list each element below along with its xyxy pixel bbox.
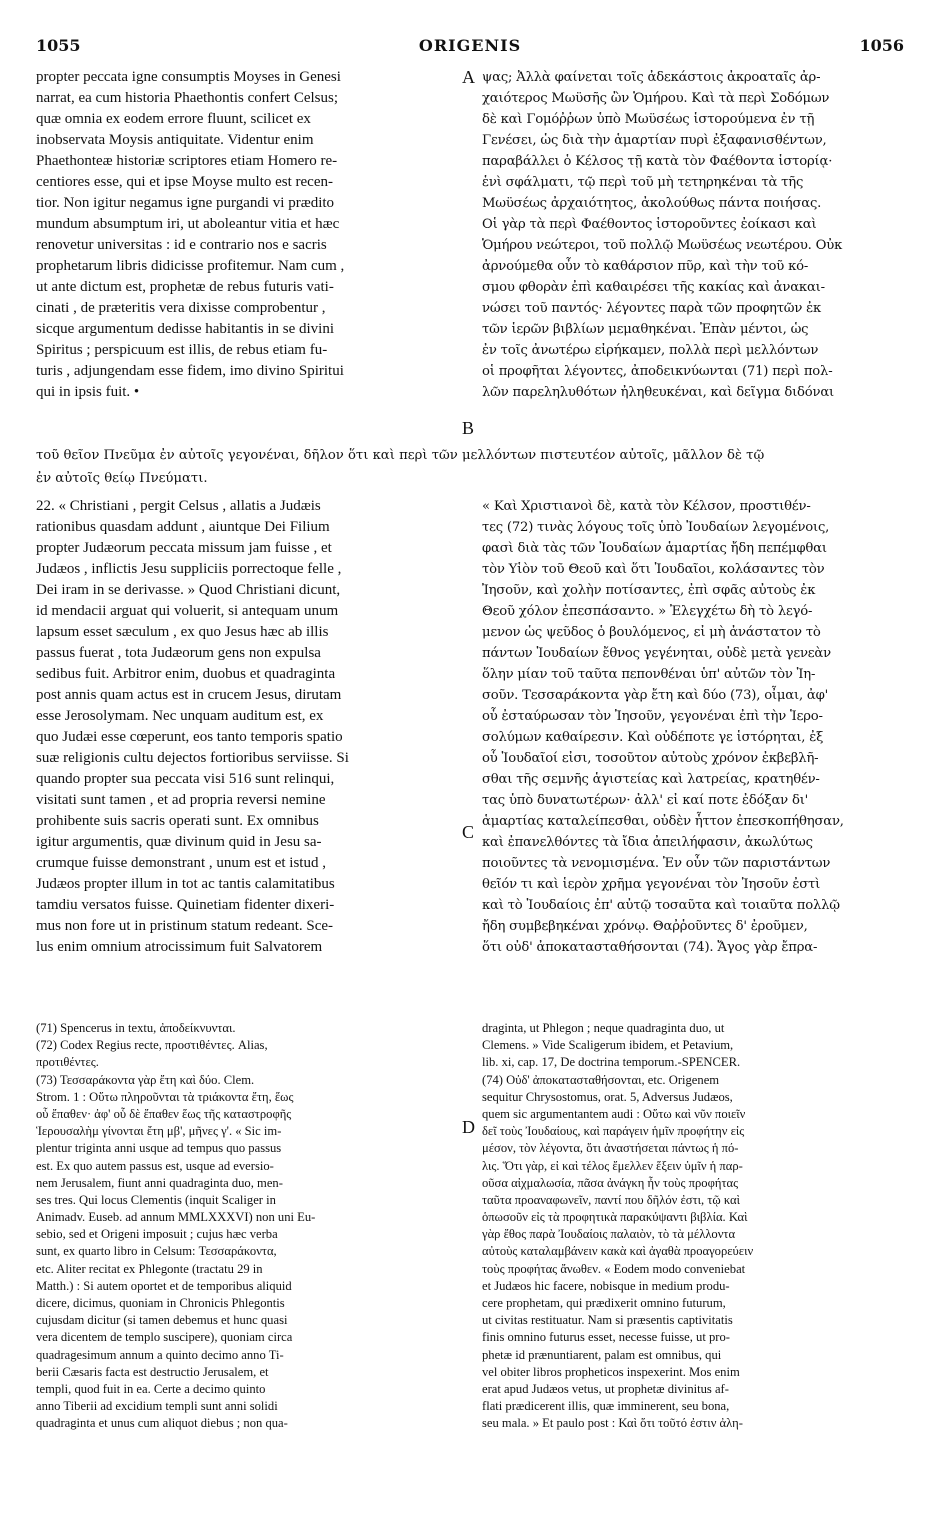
greek-line: σθαι τῆς σεμνῆς ἁγιστείας καὶ λατρείας, κρατηθέν- <box>482 772 820 787</box>
greek-line: οἱ προφῆται λέγοντες, ἀποδεικνύωνται (71) περὶ πολ- <box>482 364 833 379</box>
latin-line: tior. Non igitur negamus igne purgandi vi prædito <box>36 195 335 211</box>
footnote-line: erat apud Judæos vetus, ut prophetæ divinitus af- <box>482 1381 729 1396</box>
latin-line: ut ante dictum est, prophetæ de rebus futuris vati- <box>36 279 334 295</box>
footnote-line: οῦσα αἰχμαλωσία, πᾶσα ἀνάγκη ἦν τοὺς προφήτας <box>482 1175 739 1190</box>
latin-line: quo Judæi esse cœperunt, eos tanto temporis spatio <box>36 729 343 745</box>
latin-line: Phaethonteæ historiæ scriptores etiam Homero re- <box>36 153 338 169</box>
greek-line: ἐν τοῖς ἀνωτέρω εἰρήκαμεν, πολλὰ περὶ μελλόντων <box>482 343 819 358</box>
footnote-line: τοὺς προφήτας ἄνωθεν. « Eodem modo conveniebat <box>482 1261 746 1276</box>
latin-line: narrat, ea cum historia Phaethontis confert Celsus; <box>36 90 338 106</box>
greek-line: Γενέσει, ὡς διὰ τὴν ἁμαρτίαν πυρὶ ἐξαφανισθέντων, <box>482 133 827 148</box>
greek-column-section-22 <box>482 496 906 958</box>
latin-line: sedibus fuit. Arbitror enim, duobus et quadraginta <box>36 666 336 682</box>
greek-line: Ἰησοῦν, καὶ χολὴν ποτίσαντες, ἐπὶ σφᾶς αὐτοὺς ἐκ <box>482 583 816 598</box>
greek-line: νώσει τοῦ παντός· λέγοντες παρὰ τῶν προφητῶν ἐκ <box>482 301 822 316</box>
spanning-greek-line-1: τοῦ θεῖον Πνεῦμα ἐν αὐτοῖς γεγονέναι, δῆλον ὅτι καὶ περὶ τῶν μελλόντων πιστευτέον αὐτοῖς, μᾶλλον δὲ τῷ <box>36 448 765 463</box>
greek-line: τῶν ἱερῶν βιβλίων μεμαθηκέναι. Ἐπὰν μέντοι, ὡς <box>482 322 809 337</box>
latin-line: rationibus quasdam addunt , aiuntque Dei Filium <box>36 519 330 535</box>
greek-line: τες (72) τινὰς λόγους τοῖς ὑπὸ Ἰουδαίων λεγομένοις, <box>482 520 830 535</box>
footnote-line: γὰρ ἔθος παρὰ Ἰουδαίοις παλαιὸν, τὸ τὰ μέλλοντα <box>482 1227 736 1242</box>
footnote-line: Strom. 1 : Οὕτω πληροῦνται τὰ τριάκοντα ἔτη, ἕως <box>36 1089 294 1104</box>
footnote-line: etc. Aliter recitat ex Phlegonte (tractatu 29 in <box>36 1261 263 1276</box>
latin-line: inobservata Moysis antiquitate. Videntur enim <box>36 132 314 148</box>
latin-line: Judæos propter illum in tot ac tantis calamitatibus <box>36 876 335 892</box>
footnote-line: vel obiter libros propheticos inspexerint. Mos enim <box>482 1364 740 1379</box>
greek-line: παραβάλλει ὁ Κέλσος τῇ κατὰ τὸν Φαέθοντα ἱστορίᾳ· <box>482 154 833 169</box>
footnote-line: dicere, dicimus, quoniam in Chronicis Phlegontis <box>36 1296 285 1310</box>
greek-line: ποιοῦντες τὰ νενομισμένα. Ἐν οὖν τῶν παριστάντων <box>482 856 831 871</box>
latin-line: igitur argumentis, quæ divinum quid in Jesu sa- <box>36 834 322 850</box>
footnote-line: αὐτοὺς καταλαμβάνειν κακὰ καὶ ἀγαθὰ προαγορεύειν <box>482 1244 754 1259</box>
latin-line: qui in ipsis fuit. • <box>36 384 140 400</box>
latin-line: propter peccata igne consumptis Moyses in Genesi <box>36 69 341 85</box>
greek-line: ὅλην μίαν τοῦ ταῦτα πεπονθέναι ὑπ' αὐτῶν τὸν Ἰη- <box>482 667 816 682</box>
latin-line: cinati , de præteritis vera dixisse comprobentur , <box>36 300 326 316</box>
footnote-line: ses tres. Qui locus Clementis (inquit Scaliger in <box>36 1192 276 1207</box>
latin-line: sicque argumentum dedisse habitantis in se divini <box>36 321 335 337</box>
greek-line: Μωϋσέως ἀρχαιότητος, ἀκολούθως πάντα ποιήσας. <box>482 196 822 211</box>
footnote-line: λις. Ὅτι γὰρ, εἰ καὶ τέλος ἔμελλεν ἕξειν ὑμῖν ἡ παρ- <box>482 1158 743 1173</box>
spanning-greek-line-2: ἐν αὐτοῖς θείῳ Πνεύματι. <box>36 471 208 486</box>
footnote-line: vera dicentem de templo suscipere), quoniam circa <box>36 1330 293 1345</box>
page-number-right: 1056 <box>859 36 904 55</box>
greek-line: χαιότερος Μωϋσῆς ὢν Ὁμήρου. Καὶ τὰ περὶ Σοδόμων <box>482 91 830 106</box>
latin-line: suæ religionis cultu dejectos fortioribus serviisse. Si <box>36 750 349 766</box>
greek-line: τας ὑπὸ δυνατωτέρων· ἀλλ' εἰ καί ποτε ἐδόξαν δι' <box>482 793 809 808</box>
latin-column-upper <box>36 67 460 403</box>
page-header <box>36 36 904 58</box>
latin-line: mundum absumptum iri, ut aboleantur vitia et hæc <box>36 216 340 232</box>
footnote-line: cujusdam dicitur (si tamen debemus et hunc quasi <box>36 1313 288 1328</box>
footnote-line: et Judæos hic facere, nobisque in medium produ- <box>482 1278 730 1293</box>
footnote-line: cere prophetam, qui prædixerit omnino futurum, <box>482 1296 726 1310</box>
latin-line: prohibente suis sacris operati sunt. Ex omnibus <box>36 813 319 829</box>
footnote-line: ὁπωσοῦν εἰς τὰ προφητικὰ παρακύψαντι βιβλία. Καὶ <box>482 1210 748 1225</box>
latin-line: visitati sunt tamen , et ad propria reversi nemine <box>36 792 326 808</box>
footnote-line: est. Ex quo autem passus est, usque ad eversio- <box>36 1158 274 1173</box>
greek-line: ἑνὶ σφάλματι, τῷ περὶ τοῦ μὴ τετηρηκέναι τὰ τῆς <box>482 175 804 190</box>
footnote-line: quadragesimum annum a quinto decimo anno Ti- <box>36 1347 284 1362</box>
greek-line: ψας; Ἀλλὰ φαίνεται τοῖς ἀδεκάστοις ἀκροαταῖς ἀρ- <box>482 70 821 85</box>
latin-line: mus non fore ut in pristinum statum redeant. Sce- <box>36 918 334 934</box>
greek-line: τὸν Υἱὸν τοῦ Θεοῦ καὶ ὅτι Ἰουδαῖοι, κολάσαντες τὸν <box>482 562 825 577</box>
footnote-line: seu mala. » Et paulo post : Καὶ ὅτι τοῦτό ἐστιν ἀλη- <box>482 1416 743 1431</box>
footnote-line: anno Tiberii ad excidium templi sunt anni solidi <box>36 1399 278 1414</box>
margin-marker-b: B <box>462 418 475 438</box>
footnote-line: Clemens. » Vide Scaligerum ibidem, et Petavium, <box>482 1038 734 1053</box>
greek-line: οὗ Ἰουδαῖοί εἰσι, τοσοῦτον αὐτοὺς χρόνον ἐκβεβλῆ- <box>482 751 819 766</box>
footnote-line: ταῦτα προαναφωνεῖν, παντί που δῆλόν ἐστι, τῷ καὶ <box>482 1192 741 1207</box>
latin-line: passus fuerat , tota Judæorum gens non expulsa <box>36 645 321 661</box>
page-number-left: 1055 <box>36 36 81 55</box>
latin-line: post annis quam actus est in crucem Jesus, dirutam <box>36 687 342 703</box>
greek-line: λῶν παρεληλυθότων ἠληθευκέναι, καὶ δεῖγμα διδόναι <box>482 385 835 400</box>
footnote-line: lib. xi, cap. 17, De doctrina temporum.-SPENCER. <box>482 1055 741 1070</box>
greek-line: ἤδη συμβεβηκέναι χρόνῳ. Θαῤῥοῦντες δ' ἐροῦμεν, <box>482 919 808 934</box>
footnote-line: berii Cæsaris facta est destructio Jerusalem, et <box>36 1364 269 1379</box>
greek-line: ὅτι οὐδ' ἀποκατασταθήσονται (74). Ἄγος γὰρ ἔπρα- <box>482 940 818 955</box>
greek-line: πάντων Ἰουδαίων ἔθνος γεγένηται, οὐδὲ μετὰ γενεὰν <box>482 646 831 661</box>
footnote-line: (74) Οὐδ' ἀποκατασταθήσονται, etc. Origenem <box>482 1072 720 1087</box>
greek-line: σολύμων καθαίρεσιν. Καὶ οὐδέποτε γε ἱστόρηται, ἐξ <box>482 730 824 745</box>
footnote-line: (71) Spencerus in textu, ἀποδείκνυνται. <box>36 1021 236 1035</box>
footnote-line: Matth.) : Si autem oportet et de temporibus aliquid <box>36 1278 292 1293</box>
latin-line: Spiritus ; perspicuum est illis, de rebus etiam fu- <box>36 342 328 358</box>
greek-line: καὶ τὸ Ἰουδαίοις ἐπ' αὐτῷ τοσαῦτα καὶ τοιαῦτα πολλῷ <box>482 898 840 913</box>
footnote-line: προτιθέντες. <box>36 1055 99 1070</box>
greek-line: σοῦν. Τεσσαράκοντα γὰρ ἔτη καὶ δύο (73), οἶμαι, ἀφ' <box>482 688 829 703</box>
greek-line: « Καὶ Χριστιανοὶ δὲ, κατὰ τὸν Κέλσον, προστιθέν- <box>482 499 811 514</box>
footnote-line: quem sic argumentantem audi : Οὕτω καὶ νῦν ποιεῖν <box>482 1106 746 1121</box>
footnote-line: draginta, ut Phlegon ; neque quadraginta duo, ut <box>482 1021 725 1035</box>
footnote-line: nem Jerusalem, fiunt anni quadraginta duo, men- <box>36 1175 283 1190</box>
footnote-line: plentur triginta anni usque ad tempus quo passus <box>36 1141 282 1156</box>
latin-line: propter Judæorum peccata missum jam fuisse , et <box>36 540 332 556</box>
footnote-line: flati prædicerent illis, quæ imminerent, seu bona, <box>482 1399 730 1414</box>
latin-line: id mendacii arguat qui voluerit, si antequam unum <box>36 603 339 619</box>
footnotes-left <box>36 1020 460 1433</box>
latin-line: turis , adjungendam esse fidem, imo divino Spiritui <box>36 363 344 379</box>
latin-line: prophetarum libris didicisse profitemur. Nam cum , <box>36 258 345 274</box>
footnote-line: phetæ id prænuntiarent, palam est omnibus, qui <box>482 1347 722 1362</box>
footnotes-right <box>482 1020 906 1433</box>
footnote-line: Animadv. Euseb. ad annum MMLXXXVI) non uni Eu- <box>36 1210 316 1225</box>
footnote-line: quadraginta et unus cum aliquot diebus ; non qua- <box>36 1416 288 1431</box>
greek-line: Θεοῦ χόλον ἐπεσπάσαντο. » Ἐλεγχέτω δὴ τὸ λεγό- <box>482 604 813 619</box>
footnote-line: (73) Τεσσαράκοντα γὰρ ἔτη καὶ δύο. Clem. <box>36 1072 255 1087</box>
footnote-line: οὗ ἔπαθεν· ἀφ' οὗ δὲ ἔπαθεν ἕως τῆς καταστροφῆς <box>36 1106 292 1121</box>
margin-marker-d: D <box>462 1117 475 1137</box>
greek-line: δὲ καὶ Γομόῤῥων ὑπὸ Μωϋσέως ἱστορούμενα ἐν τῇ <box>482 112 815 127</box>
greek-line: Οἱ γὰρ τὰ περὶ Φαέθοντος ἱστοροῦντες ἐοίκασι καὶ <box>482 217 817 232</box>
latin-line: renovetur universitas : id e contrario nos e sacris <box>36 237 327 253</box>
footnote-line: (72) Codex Regius recte, προστιθέντες. Alias, <box>36 1038 268 1053</box>
running-title: ORIGENIS <box>418 36 522 55</box>
greek-line: καὶ ἐπανελθόντες τὰ ἴδια ἀπειλήφασιν, ἀκωλύτως <box>482 835 813 850</box>
margin-marker-c: C <box>462 822 475 842</box>
greek-line: οὗ ἐσταύρωσαν τὸν Ἰησοῦν, γεγονέναι ἐπὶ τὴν Ἱερο- <box>482 709 823 724</box>
greek-line: ἀρνούμεθα οὖν τὸ καθάρσιον πῦρ, καὶ τὴν τοῦ κό- <box>482 259 809 274</box>
latin-line: 22. « Christiani , pergit Celsus , allatis a Judæis <box>36 498 321 514</box>
greek-line: φασὶ διὰ τὰς τῶν Ἰουδαίων ἁμαρτίας ἤδη πεπέμφθαι <box>482 541 827 556</box>
greek-line: σμου φθορὰν ἐπὶ καθαιρέσει τῆς κακίας καὶ ἀνακαι- <box>482 280 825 295</box>
footnote-line: δεῖ τοὺς Ἰουδαίους, καὶ παράγειν ἡμῖν προφήτην εἰς <box>482 1124 745 1139</box>
latin-line: centiores esse, qui et ipse Moyse multo est recen- <box>36 174 333 190</box>
footnote-line: sunt, ex quarto libro in Celsum: Τεσσαράκοντα, <box>36 1244 277 1259</box>
greek-line: ἁμαρτίας καταλείπεσθαι, οὐδὲν ἧττον ἐπεσκοπήθησαν, <box>482 814 844 829</box>
margin-marker-a: A <box>462 67 475 87</box>
greek-line: Ὁμήρου νεώτεροι, τοῦ πολλῷ Μωϋσέως νεωτέρου. Οὐκ <box>482 238 843 253</box>
greek-column-upper <box>482 67 906 403</box>
latin-line: quando propter sua peccata visi 516 sunt relinqui, <box>36 771 335 787</box>
footnote-line: ut civitas restituatur. Nam si præsentis captivitatis <box>482 1313 733 1328</box>
footnote-line: finis omnino futurus esset, necesse fuisse, ut pro- <box>482 1330 730 1345</box>
latin-line: Judæos , inflictis Jesu suppliciis porrectoque felle , <box>36 561 342 577</box>
latin-line: lus enim omnium atrocissimum fuit Salvatorem <box>36 939 323 955</box>
footnote-line: sequitur Chrysostomus, orat. 5, Adversus Judæos, <box>482 1089 733 1104</box>
footnote-line: Ἱερουσαλὴμ γίνονται ἔτη μβ', μῆνες γ'. « Sic im- <box>36 1124 282 1139</box>
latin-line: esse Jerosolymam. Nec unquam auditum est, ex <box>36 708 324 724</box>
latin-line: tamdiu versatos fuisse. Quinetiam fidenter dixeri- <box>36 897 335 913</box>
footnote-line: sebio, sed et Origeni imposuit ; cujus hæc verba <box>36 1227 278 1242</box>
latin-line: crumque fuisse demonstrant , unum est et istud , <box>36 855 326 871</box>
latin-column-section-22 <box>36 496 460 958</box>
footnote-line: templi, quod fuit in ea. Certe a decimo quinto <box>36 1381 266 1396</box>
greek-line: θεῖόν τι καὶ ἱερὸν χρῆμα γεγονέναι τὸν Ἰησοῦν ἐστὶ <box>482 877 821 892</box>
latin-line: quæ omnia ex eodem errore fluunt, scilicet ex <box>36 111 311 127</box>
latin-line: lapsum esset sæculum , ex quo Jesus hæc ab illis <box>36 624 329 640</box>
footnote-line: μέσον, τὸν λέγοντα, ὅτι ἀναστήσεται πάντως ἡ πό- <box>482 1141 739 1156</box>
greek-line: μενον ὡς ψεῦδος ὁ βουλόμενος, εἰ μὴ ἀνάστατον τὸ <box>482 625 821 640</box>
latin-line: Dei iram in se derivasse. » Quod Christiani dicunt, <box>36 582 341 598</box>
